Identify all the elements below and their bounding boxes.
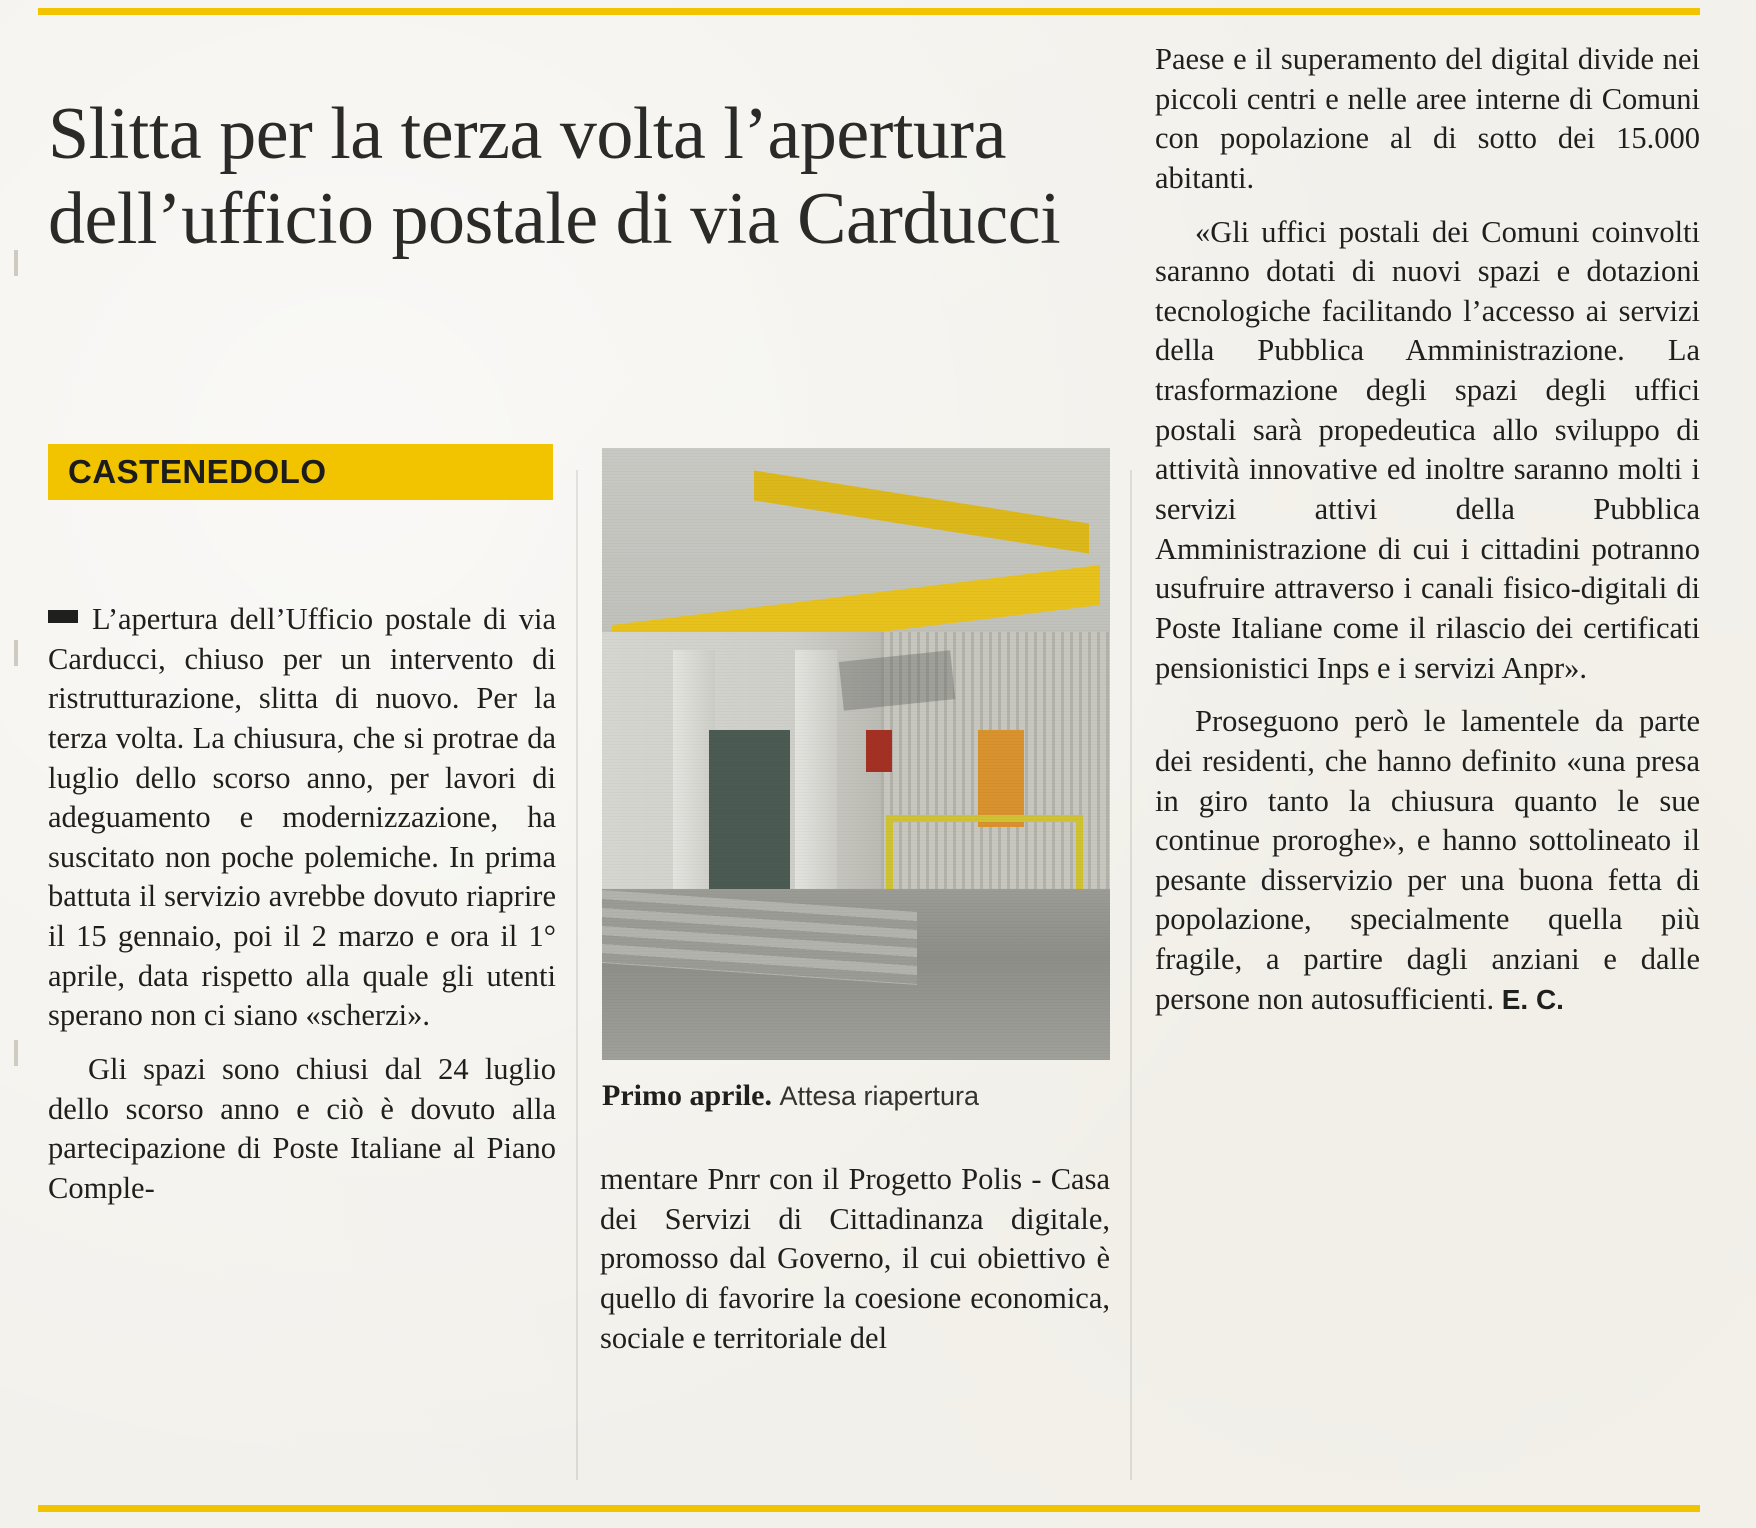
paragraph: «Gli uffici postali dei Comuni coinvolti saranno dotati di nuovi spazi e dotazioni tecnologiche facilitando l’accesso ai servizi della Pubblica Amministrazione. La trasformazione degli spazi degli uffici postali sarà propedeutica allo sviluppo di attività innovative ed inoltre saranno molti i servizi attivi della Pubblica Amministrazione di cui i cittadini potranno usufruire attraverso i canali fisico-digitali di Poste Italiane come il rilascio dei certificati pensionistici Inps e i servizi Anpr».: [1155, 214, 1700, 685]
article-column-left: [48, 600, 556, 1223]
paragraph: Paese e il superamento del digital divide nei piccoli centri e nelle aree interne di Comuni con popolazione al di sotto dei 15.000 abitanti.: [1155, 42, 1700, 195]
article-column-right: [1155, 40, 1700, 1033]
photo-caption-text: Attesa riapertura: [779, 1081, 980, 1111]
photo-caption-lead: Primo aprile.: [602, 1079, 772, 1112]
paragraph: mentare Pnrr con il Progetto Polis - Casa dei Servizi di Cittadinanza digitale, promosso dal Governo, il cui obiettivo è quello di favorire la coesione economica, sociale e territoriale del: [600, 1162, 1110, 1355]
photo-caption: [602, 1078, 1122, 1114]
article-column-middle: [600, 1160, 1110, 1372]
column-divider-2: [1130, 470, 1132, 1480]
paragraph-text: L’apertura dell’Ufficio postale di via Carducci, chiuso per un intervento di ristrutturazione, slitta di nuovo. Per la terza volta. La chiusura, che si protrae da luglio dello scorso anno, per lavori di adeguamento e modernizzazione, ha suscitato non poche polemiche. In prima battuta il servizio avrebbe dovuto riaprire il 15 gennaio, poi il 2 marzo e ora il 1° aprile, data rispetto alla quale gli utenti sperano non ci siano «scherzi».: [48, 602, 556, 1033]
page-edge-marks: [14, 0, 20, 1528]
paragraph: Gli spazi sono chiusi dal 24 luglio dello scorso anno e ciò è dovuto alla partecipazione di Poste Italiane al Piano Comple-: [48, 1052, 556, 1205]
photo-grain-overlay: [602, 448, 1110, 1060]
top-rule-divider: [38, 8, 1700, 15]
paragraph-text: Proseguono però le lamentele da parte dei residenti, che hanno definito «una presa in giro tanto la chiusura quanto le sue continue proroghe», e hanno sottolineato il pesante disservizio per una buona fetta di popolazione, specialmente quella più fragile, a partire dagli anziani e dalle persone non autosufficienti.: [1155, 704, 1700, 1016]
section-kicker: [48, 444, 553, 500]
article-photo: [602, 448, 1110, 1060]
section-kicker-label: CASTENEDOLO: [68, 453, 327, 490]
column-divider-1: [576, 470, 578, 1480]
author-signature: E. C.: [1501, 983, 1564, 1015]
page-title: Slitta per la terza volta l’apertura dell’ufficio postale di via Carducci: [48, 92, 1061, 261]
bottom-rule-divider: [38, 1505, 1700, 1512]
square-bullet-icon: [48, 610, 78, 623]
paragraph: [48, 600, 556, 1036]
photo-image: [602, 448, 1110, 1060]
paragraph: [1155, 702, 1700, 1019]
